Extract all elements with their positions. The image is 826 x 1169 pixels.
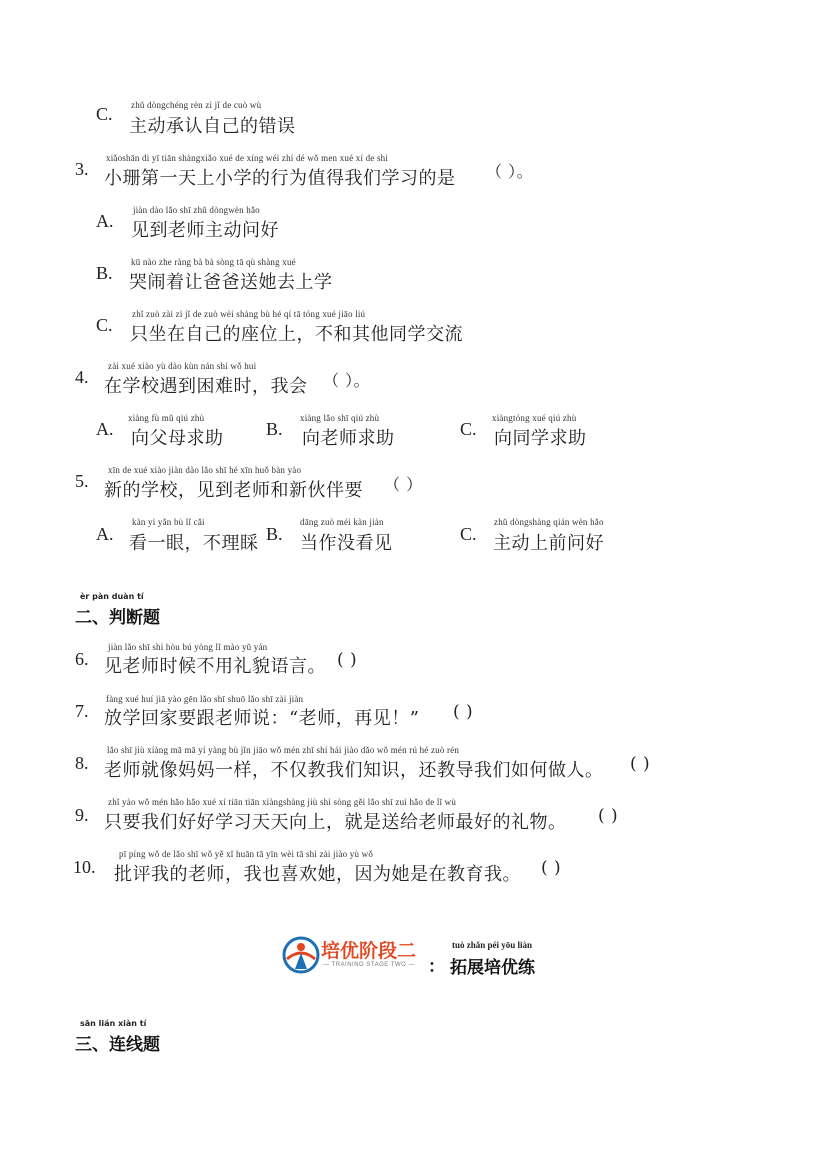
- training-logo-icon: [281, 935, 321, 975]
- q6-pinyin: jiàn lǎo shī shí hòu bú yòng lǐ mào yǔ yán: [108, 642, 268, 652]
- q2-option-c-text: 主动承认自己的错误: [129, 116, 296, 137]
- q6-text: 见老师时候不用礼貌语言。: [104, 656, 326, 677]
- q8-answer-blank[interactable]: ( ): [630, 754, 651, 774]
- q5-option-b-text: 当作没看见: [300, 533, 393, 554]
- q2-option-c-label: C.: [96, 104, 113, 124]
- q3-option-b-label: B.: [96, 263, 113, 283]
- banner-title: 拓展培优练: [450, 958, 535, 978]
- section3-title: 三、连线题: [75, 1035, 160, 1055]
- q10-text: 批评我的老师，我也喜欢她，因为她是在教育我。: [114, 864, 521, 885]
- q4-option-b-pinyin: xiàng lǎo shī qiú zhù: [300, 413, 380, 423]
- q4-text: 在学校遇到困难时，我会: [104, 376, 308, 397]
- q5-option-c-text: 主动上前问好: [493, 533, 604, 554]
- q3-answer-blank[interactable]: （ ）。: [486, 162, 534, 181]
- q5-option-b-label: B.: [266, 524, 283, 544]
- q3-option-a-label: A.: [96, 211, 114, 231]
- section2-title: 二、判断题: [75, 608, 160, 628]
- q5-text: 新的学校，见到老师和新伙伴要: [104, 480, 363, 501]
- q9-text: 只要我们好好学习天天向上，就是送给老师最好的礼物。: [104, 812, 567, 833]
- q2-option-c-pinyin: zhǔ dòngchéng rèn zì jǐ de cuò wù: [131, 100, 262, 110]
- q10-pinyin: pī píng wǒ de lǎo shī wǒ yě xǐ huān tā yīn wèi tā shì zài jiào yù wǒ: [119, 849, 374, 859]
- q5-number: 5.: [75, 471, 89, 491]
- banner-stage-title: 培优阶段二: [321, 940, 417, 962]
- q4-option-c-pinyin: xiàngtóng xué qiú zhù: [492, 413, 577, 423]
- q4-answer-blank[interactable]: （ ）。: [323, 371, 371, 390]
- section2-pinyin: èr pàn duàn tí: [80, 592, 144, 601]
- q4-pinyin: zài xué xiào yù dào kùn nán shí wǒ huì: [108, 361, 257, 371]
- q8-number: 8.: [75, 753, 89, 773]
- q4-option-a-label: A.: [96, 419, 114, 439]
- section3-pinyin: sān lián xiàn tí: [80, 1019, 147, 1028]
- q4-option-a-pinyin: xiàng fù mǔ qiú zhù: [128, 413, 205, 423]
- q4-option-a-text: 向父母求助: [131, 428, 224, 449]
- q5-option-c-pinyin: zhǔ dòngshàng qián wèn hǎo: [494, 517, 604, 527]
- q8-pinyin: lǎo shī jiù xiàng mā mā yí yàng bù jǐn jiāo wǒ mén zhī shí hái jiào dǎo wǒ mén rú hé zuò rén: [107, 745, 460, 755]
- q6-answer-blank[interactable]: ( ): [337, 650, 358, 670]
- q10-number: 10.: [73, 857, 96, 877]
- banner-stage-subtitle: — TRAINING STAGE TWO —: [323, 962, 416, 968]
- q5-option-b-pinyin: dāng zuò méi kàn jiàn: [300, 517, 384, 527]
- q3-option-b-text: 哭闹着让爸爸送她去上学: [129, 272, 333, 293]
- q3-pinyin: xiǎoshān dì yī tiān shàngxiǎo xué de xíng wéi zhí dé wǒ men xué xí de shì: [106, 153, 389, 163]
- q3-option-b-pinyin: kū nào zhe ràng bà bà sòng tā qù shàng xué: [131, 257, 296, 267]
- q3-option-c-text: 只坐在自己的座位上，不和其他同学交流: [130, 324, 463, 345]
- q9-answer-blank[interactable]: ( ): [598, 806, 619, 826]
- q9-pinyin: zhǐ yào wǒ mén hǎo hǎo xué xí tiān tiān xiàngshàng jiù shì sòng gěi lǎo shī zuì hǎo de lǐ wù: [108, 797, 457, 807]
- q4-option-b-text: 向老师求助: [302, 428, 395, 449]
- q7-text: 放学回家要跟老师说：“老师，再见！”: [104, 708, 420, 729]
- q7-pinyin: fàng xué huí jiā yào gēn lǎo shī shuō lǎo shī zài jiàn: [106, 694, 304, 704]
- q6-number: 6.: [75, 649, 89, 669]
- q4-number: 4.: [75, 367, 89, 387]
- q5-option-a-text: 看一眼，不理睬: [129, 533, 259, 554]
- q3-option-c-label: C.: [96, 315, 113, 335]
- q5-option-a-pinyin: kàn yì yǎn bù lǐ cǎi: [132, 517, 205, 527]
- q3-option-a-text: 见到老师主动问好: [131, 220, 279, 241]
- q5-option-c-label: C.: [460, 524, 477, 544]
- q5-answer-blank[interactable]: （ ）: [384, 475, 423, 494]
- q4-option-c-label: C.: [460, 419, 477, 439]
- q3-option-c-pinyin: zhǐ zuò zài zì jǐ de zuò wèi shàng bù hé qí tā tóng xué jiāo liú: [132, 309, 366, 319]
- q4-option-c-text: 向同学求助: [494, 428, 587, 449]
- q3-option-a-pinyin: jiàn dào lǎo shī zhǔ dòngwèn hǎo: [133, 205, 260, 215]
- q8-text: 老师就像妈妈一样，不仅教我们知识，还教导我们如何做人。: [104, 760, 604, 781]
- banner-pinyin: tuò zhǎn péi yōu liàn: [452, 940, 533, 950]
- banner-colon: ：: [428, 957, 445, 977]
- q7-number: 7.: [75, 701, 89, 721]
- q10-answer-blank[interactable]: ( ): [541, 858, 562, 878]
- q3-text: 小珊第一天上小学的行为值得我们学习的是: [104, 168, 456, 189]
- q4-option-b-label: B.: [266, 419, 283, 439]
- q3-number: 3.: [75, 159, 89, 179]
- q7-answer-blank[interactable]: ( ): [453, 702, 474, 722]
- q9-number: 9.: [75, 805, 89, 825]
- q5-pinyin: xīn de xué xiào jiàn dào lǎo shī hé xīn huǒ bàn yào: [108, 465, 302, 475]
- q5-option-a-label: A.: [96, 524, 114, 544]
